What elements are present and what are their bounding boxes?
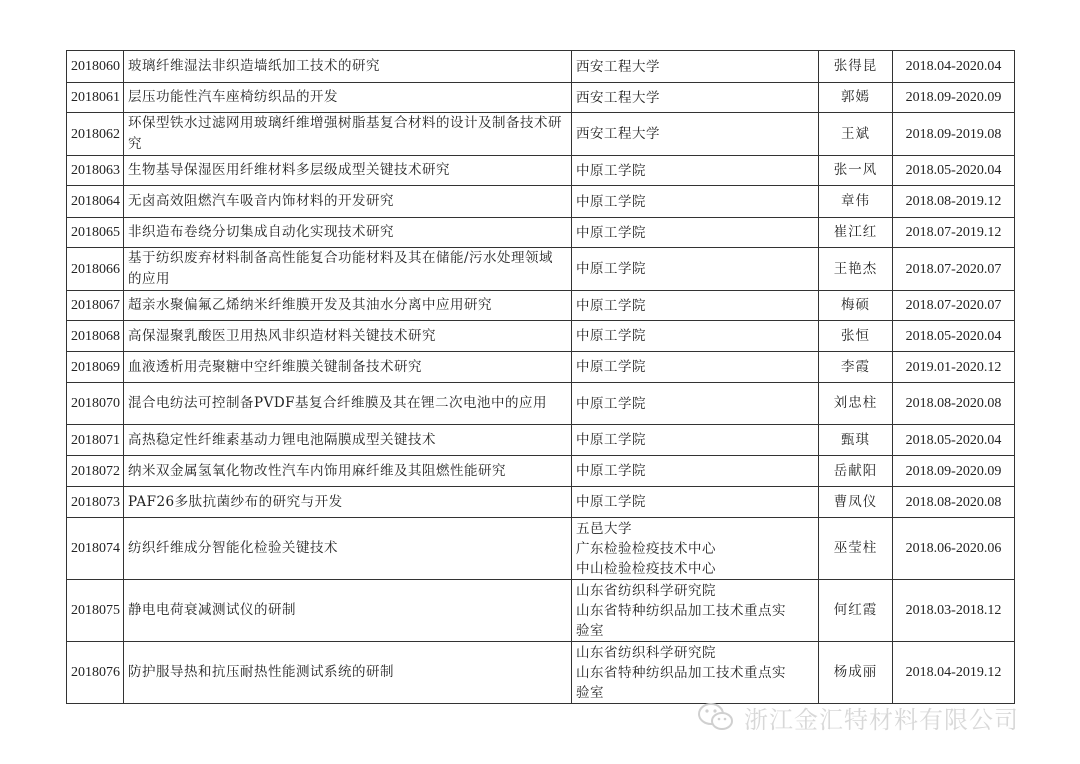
project-leader-cell: 曹凤仪 <box>819 487 893 518</box>
project-id-cell: 2018065 <box>67 218 124 248</box>
organization-line: 西安工程大学 <box>576 89 660 106</box>
project-period-cell: 2018.08-2020.08 <box>893 487 1015 518</box>
projects-table <box>66 50 1015 704</box>
project-period-cell: 2018.08-2020.08 <box>893 383 1015 425</box>
project-id-cell: 2018063 <box>67 156 124 186</box>
project-period-cell: 2018.09-2020.09 <box>893 83 1015 113</box>
organization-line: 广东检验检疫技术中心 <box>576 540 716 557</box>
project-title-cell: 超亲水聚偏氟乙烯纳米纤维膜开发及其油水分离中应用研究 <box>124 291 572 321</box>
project-period-cell: 2018.05-2020.04 <box>893 321 1015 352</box>
organization-line: 中原工学院 <box>576 359 646 375</box>
project-leader-cell: 郭嫣 <box>819 83 893 113</box>
table-row <box>67 425 1015 456</box>
table-row <box>67 456 1015 487</box>
project-id-cell: 2018070 <box>67 383 124 425</box>
project-period-cell: 2018.04-2019.12 <box>893 642 1015 704</box>
organization-cell <box>572 456 819 487</box>
wechat-icon <box>696 701 736 733</box>
table-row <box>67 83 1015 113</box>
organization-line: 验室 <box>576 684 604 701</box>
project-title-cell: PAF26多肽抗菌纱布的研究与开发 <box>124 487 572 518</box>
organization-cell <box>572 113 819 156</box>
watermark-text: 浙江金汇特材料有限公司 <box>744 705 1019 734</box>
organization-line: 山东省特种纺织品加工技术重点实 <box>576 602 786 619</box>
organization-cell <box>572 51 819 83</box>
project-id-cell: 2018067 <box>67 291 124 321</box>
project-title-cell: 高保湿聚乳酸医卫用热风非织造材料关键技术研究 <box>124 321 572 352</box>
project-id-cell: 2018066 <box>67 248 124 291</box>
project-period-cell: 2018.05-2020.04 <box>893 425 1015 456</box>
organization-line: 中原工学院 <box>576 193 646 210</box>
project-period-cell: 2018.07-2019.12 <box>893 218 1015 248</box>
project-id-cell: 2018061 <box>67 83 124 113</box>
table-row <box>67 642 1015 704</box>
project-title-cell: 玻璃纤维湿法非织造墙纸加工技术的研究 <box>124 51 572 83</box>
table-row <box>67 487 1015 518</box>
project-leader-cell: 李霞 <box>819 352 893 383</box>
table-row <box>67 156 1015 186</box>
project-leader-cell: 巫莹柱 <box>819 518 893 580</box>
project-leader-cell: 崔江红 <box>819 218 893 248</box>
organization-line: 山东省纺织科学研究院 <box>576 644 716 661</box>
organization-line: 中原工学院 <box>576 494 646 510</box>
project-title-cell: 静电电荷衰减测试仪的研制 <box>124 580 572 642</box>
organization-line: 中原工学院 <box>576 328 646 344</box>
project-leader-cell: 张一风 <box>819 156 893 186</box>
organization-cell <box>572 186 819 218</box>
project-id-cell: 2018062 <box>67 113 124 156</box>
project-id-cell: 2018074 <box>67 518 124 580</box>
project-period-cell: 2018.05-2020.04 <box>893 156 1015 186</box>
organization-cell <box>572 83 819 113</box>
organization-line: 中原工学院 <box>576 463 646 479</box>
projects-table-body <box>67 51 1015 704</box>
project-title-cell: 基于纺织废弃材料制备高性能复合功能材料及其在储能/污水处理领域的应用 <box>124 248 572 291</box>
project-id-cell: 2018064 <box>67 186 124 218</box>
project-leader-cell: 梅硕 <box>819 291 893 321</box>
project-id-cell: 2018076 <box>67 642 124 704</box>
project-leader-cell: 杨成丽 <box>819 642 893 704</box>
organization-cell <box>572 580 819 642</box>
project-title-cell: 生物基导保湿医用纤维材料多层级成型关键技术研究 <box>124 156 572 186</box>
project-leader-cell: 岳献阳 <box>819 456 893 487</box>
organization-cell <box>572 383 819 425</box>
organization-cell <box>572 156 819 186</box>
project-id-cell: 2018069 <box>67 352 124 383</box>
organization-cell <box>572 518 819 580</box>
organization-cell <box>572 425 819 456</box>
organization-cell <box>572 291 819 321</box>
project-id-cell: 2018068 <box>67 321 124 352</box>
project-id-cell: 2018071 <box>67 425 124 456</box>
project-title-cell: 高热稳定性纤维素基动力锂电池隔膜成型关键技术 <box>124 425 572 456</box>
table-row <box>67 291 1015 321</box>
organization-line: 五邑大学 <box>576 520 632 537</box>
organization-cell <box>572 321 819 352</box>
project-period-cell: 2018.07-2020.07 <box>893 248 1015 291</box>
project-period-cell: 2018.09-2020.09 <box>893 456 1015 487</box>
organization-line: 西安工程大学 <box>576 58 660 75</box>
project-title-cell: 混合电纺法可控制备PVDF基复合纤维膜及其在锂二次电池中的应用 <box>124 383 572 425</box>
organization-line: 中原工学院 <box>576 432 646 448</box>
table-row <box>67 518 1015 580</box>
project-leader-cell: 张恒 <box>819 321 893 352</box>
organization-cell <box>572 642 819 704</box>
table-row <box>67 352 1015 383</box>
project-leader-cell: 章伟 <box>819 186 893 218</box>
project-title-cell: 层压功能性汽车座椅纺织品的开发 <box>124 83 572 113</box>
table-row <box>67 383 1015 425</box>
project-period-cell: 2018.09-2019.08 <box>893 113 1015 156</box>
project-id-cell: 2018075 <box>67 580 124 642</box>
project-title-cell: 非织造布卷绕分切集成自动化实现技术研究 <box>124 218 572 248</box>
organization-line: 山东省纺织科学研究院 <box>576 582 716 599</box>
project-id-cell: 2018073 <box>67 487 124 518</box>
organization-line: 验室 <box>576 622 604 639</box>
organization-line: 中原工学院 <box>576 162 646 179</box>
organization-line: 西安工程大学 <box>576 126 660 142</box>
project-title-cell: 环保型铁水过滤网用玻璃纤维增强树脂基复合材料的设计及制备技术研究 <box>124 113 572 156</box>
organization-cell <box>572 218 819 248</box>
table-row <box>67 321 1015 352</box>
project-leader-cell: 甄琪 <box>819 425 893 456</box>
organization-cell <box>572 487 819 518</box>
project-period-cell: 2018.04-2020.04 <box>893 51 1015 83</box>
project-id-cell: 2018072 <box>67 456 124 487</box>
organization-line: 中山检验检疫技术中心 <box>576 560 716 577</box>
project-leader-cell: 刘忠柱 <box>819 383 893 425</box>
project-title-cell: 血液透析用壳聚糖中空纤维膜关键制备技术研究 <box>124 352 572 383</box>
organization-line: 中原工学院 <box>576 395 646 412</box>
table-row <box>67 248 1015 291</box>
organization-cell <box>572 352 819 383</box>
project-leader-cell: 何红霞 <box>819 580 893 642</box>
organization-line: 中原工学院 <box>576 297 646 314</box>
project-title-cell: 无卤高效阻燃汽车吸音内饰材料的开发研究 <box>124 186 572 218</box>
project-period-cell: 2018.03-2018.12 <box>893 580 1015 642</box>
project-period-cell: 2018.07-2020.07 <box>893 291 1015 321</box>
table-row <box>67 51 1015 83</box>
project-title-cell: 纺织纤维成分智能化检验关键技术 <box>124 518 572 580</box>
table-row <box>67 113 1015 156</box>
organization-line: 中原工学院 <box>576 261 646 277</box>
watermark <box>696 700 1019 734</box>
project-leader-cell: 张得昆 <box>819 51 893 83</box>
project-id-cell: 2018060 <box>67 51 124 83</box>
table-row <box>67 580 1015 642</box>
table-row <box>67 218 1015 248</box>
project-leader-cell: 王艳杰 <box>819 248 893 291</box>
project-period-cell: 2018.08-2019.12 <box>893 186 1015 218</box>
table-row <box>67 186 1015 218</box>
project-leader-cell: 王斌 <box>819 113 893 156</box>
organization-cell <box>572 248 819 291</box>
project-period-cell: 2018.06-2020.06 <box>893 518 1015 580</box>
organization-line: 山东省特种纺织品加工技术重点实 <box>576 664 786 681</box>
project-title-cell: 防护服导热和抗压耐热性能测试系统的研制 <box>124 642 572 704</box>
project-title-cell: 纳米双金属氢氧化物改性汽车内饰用麻纤维及其阻燃性能研究 <box>124 456 572 487</box>
project-period-cell: 2019.01-2020.12 <box>893 352 1015 383</box>
organization-line: 中原工学院 <box>576 224 646 241</box>
